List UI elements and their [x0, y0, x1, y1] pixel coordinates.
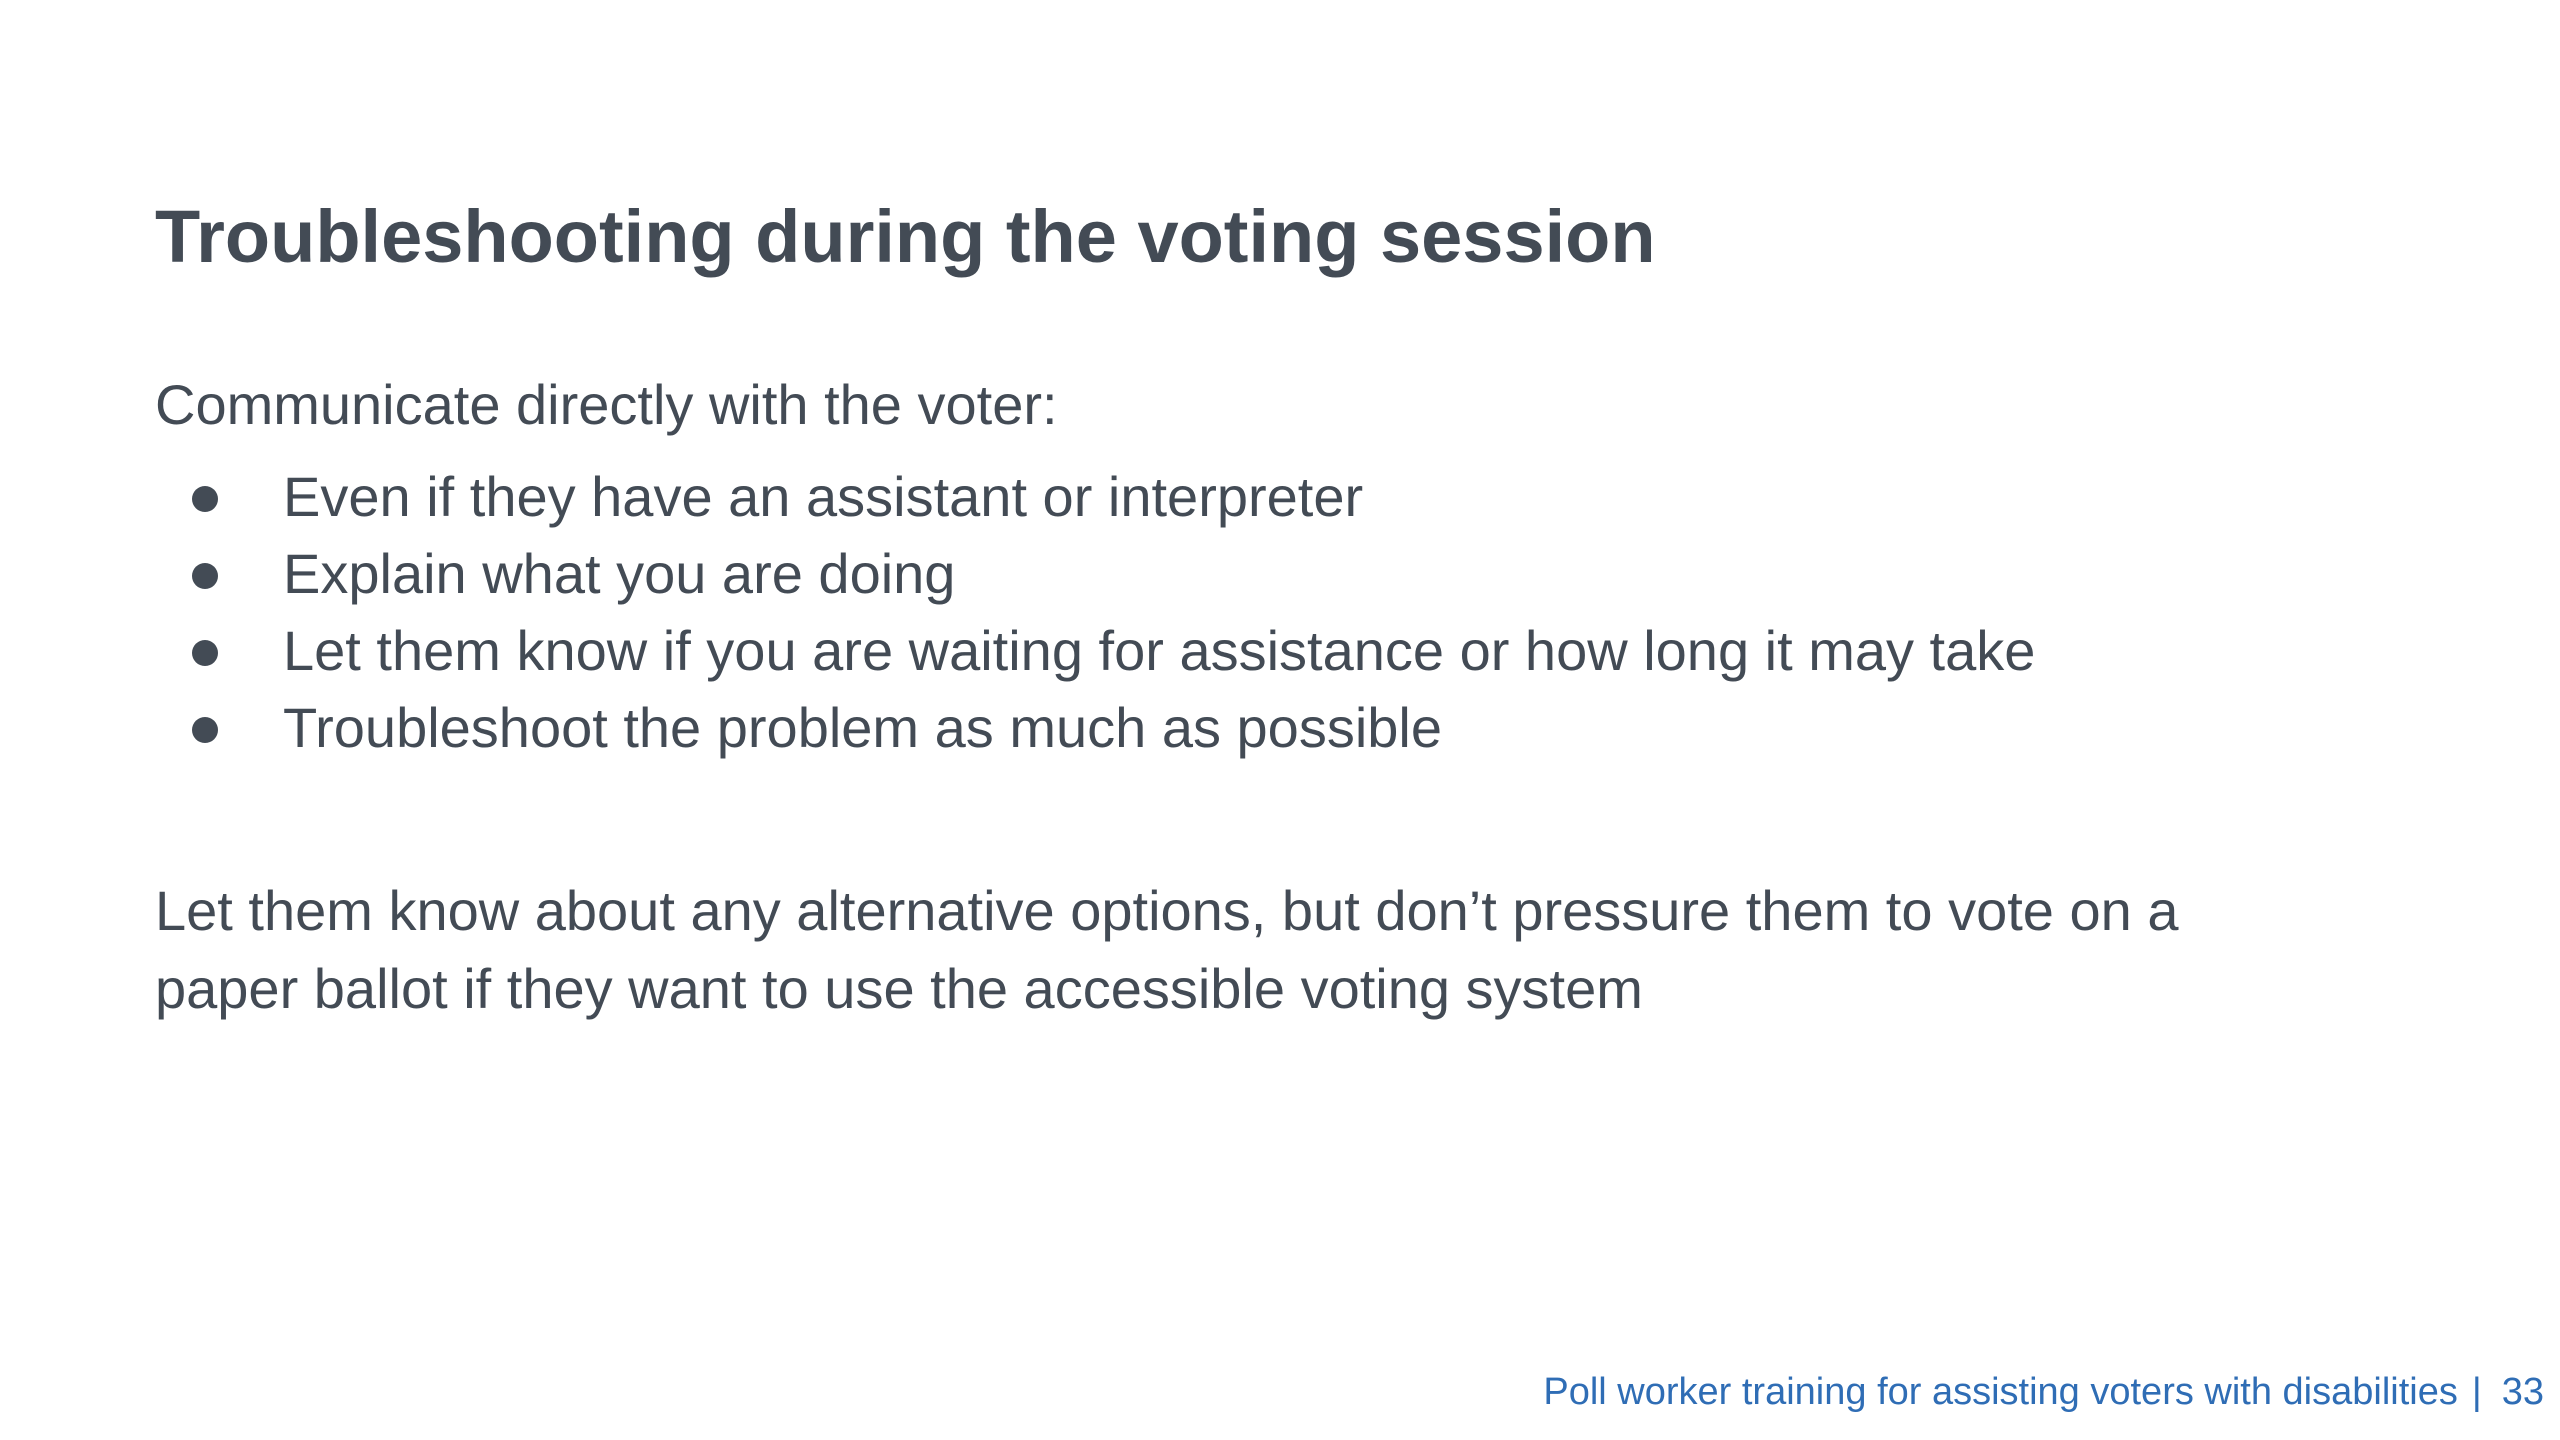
footer-caption: Poll worker training for assisting voters with disabilities	[1543, 1371, 2458, 1413]
bullet-text: Troubleshoot the problem as much as possible	[283, 696, 1442, 759]
slide-title: Troubleshooting during the voting session	[155, 195, 1656, 278]
bullet-dot-icon	[192, 486, 218, 512]
closing-line: paper ballot if they want to use the accessible voting system	[155, 957, 1643, 1020]
bullet-dot-icon	[192, 563, 218, 589]
bullet-text: Explain what you are doing	[283, 542, 956, 605]
bullet-text: Let them know if you are waiting for assistance or how long it may take	[283, 619, 2036, 682]
footer-separator: |	[2471, 1371, 2482, 1413]
intro-text: Communicate directly with the voter:	[155, 373, 1058, 436]
bullet-dot-icon	[192, 640, 218, 666]
slide-footer	[1543, 1367, 2544, 1417]
bullet-text: Even if they have an assistant or interpreter	[283, 465, 1364, 528]
bullet-dot-icon	[192, 717, 218, 743]
closing-paragraph	[155, 872, 2455, 1028]
closing-line: Let them know about any alternative options, but don’t pressure them to vote on a	[155, 879, 2179, 942]
page-number: 33	[2501, 1371, 2544, 1413]
